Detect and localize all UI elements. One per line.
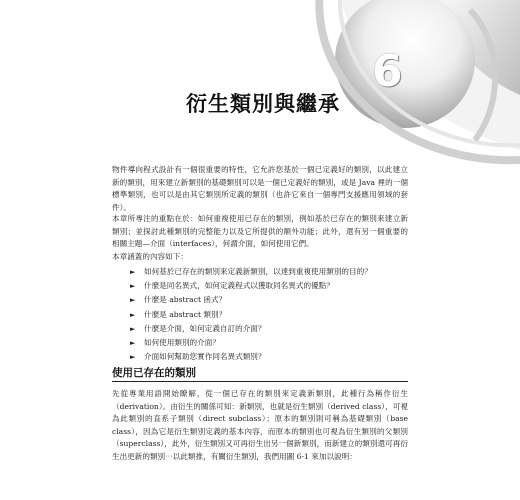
chapter-title: 衍生類別與繼承 — [186, 92, 340, 116]
list-item-text: 什麼是 abstract 函式？ — [144, 295, 227, 305]
section-paragraph: 先從專業用語開始瞭解，從一個已存在的類別來定義新類別，此種行為稱作衍生（derivation）。由衍生的關係可知：新類別，也就是衍生類別（derived class），可視為此類別的直系子類別（direct subclass）；原本的類別則可稱為基礎類別（base class），因為它是衍生類別定義的基本內容，而原本的類別也可視為衍生類別的父類別（superclass），此外，衍生類別又可再衍生出另一個新類別，而新建立的類別還可再衍生出更新的類別⋯以此類推，有關衍生類別，我們用圖 6-1 來加以說明： — [112, 389, 408, 461]
list-item-text: 介面如何幫助您實作同名異式類別？ — [144, 352, 266, 362]
list-item — [130, 293, 410, 307]
right-triangle-arrow-icon: ► — [130, 353, 136, 362]
right-triangle-arrow-icon: ► — [130, 310, 136, 319]
list-item-text: 什麼是同名異式，如何定義程式以獲取同名異式的優點？ — [144, 281, 334, 291]
right-triangle-arrow-icon: ► — [130, 296, 136, 305]
list-item-text: 如何基於已存在的類別來定義新類別，以達到重複使用類別的目的？ — [144, 267, 372, 276]
intro-paragraph-1: 物件導向程式設計有一個很重要的特性，它允許您基於一個已定義好的類別，以此建立新的類別，用來建立新類別的基礎類別可以是一個已定義好的類別，或是 Java 裡的一個標準類別，也可以是由其它類別所定義的類別（也許它來自一個專門支援應用領域的套件）。 — [112, 165, 408, 212]
right-triangle-arrow-icon: ► — [130, 338, 136, 347]
list-item — [130, 308, 410, 322]
section-heading: 使用已存在的類別 — [112, 367, 196, 379]
list-item-text: 如何使用類別的介面？ — [144, 337, 220, 347]
list-item — [130, 336, 410, 350]
intro-paragraph-3: 本章涵蓋的內容如下： — [112, 252, 188, 261]
intro-paragraph-2: 本章所專注的重點在於：如何重複使用已存在的類別，例如基於已存在的類別來建立新類別；並探討此種類別的完整能力以及它所提供的額外功能；此外，還有另一個重要的相關主題—介面（interfaces），何謂介面，如何使用它們。 — [112, 214, 408, 249]
list-item-text: 什麼是介面，如何定義自訂的介面？ — [144, 323, 266, 333]
list-item — [130, 350, 410, 364]
topic-list — [130, 265, 410, 364]
right-triangle-arrow-icon: ► — [130, 282, 136, 291]
chapter-number: 6 — [372, 46, 403, 97]
right-triangle-arrow-icon: ► — [130, 268, 136, 276]
list-item — [130, 322, 410, 336]
list-item-text: 什麼是 abstract 類別？ — [144, 309, 227, 319]
chapter-swirl-decoration — [300, 0, 520, 170]
list-item — [130, 265, 410, 279]
section-divider — [112, 381, 408, 382]
list-item — [130, 279, 410, 293]
right-triangle-arrow-icon: ► — [130, 324, 136, 333]
